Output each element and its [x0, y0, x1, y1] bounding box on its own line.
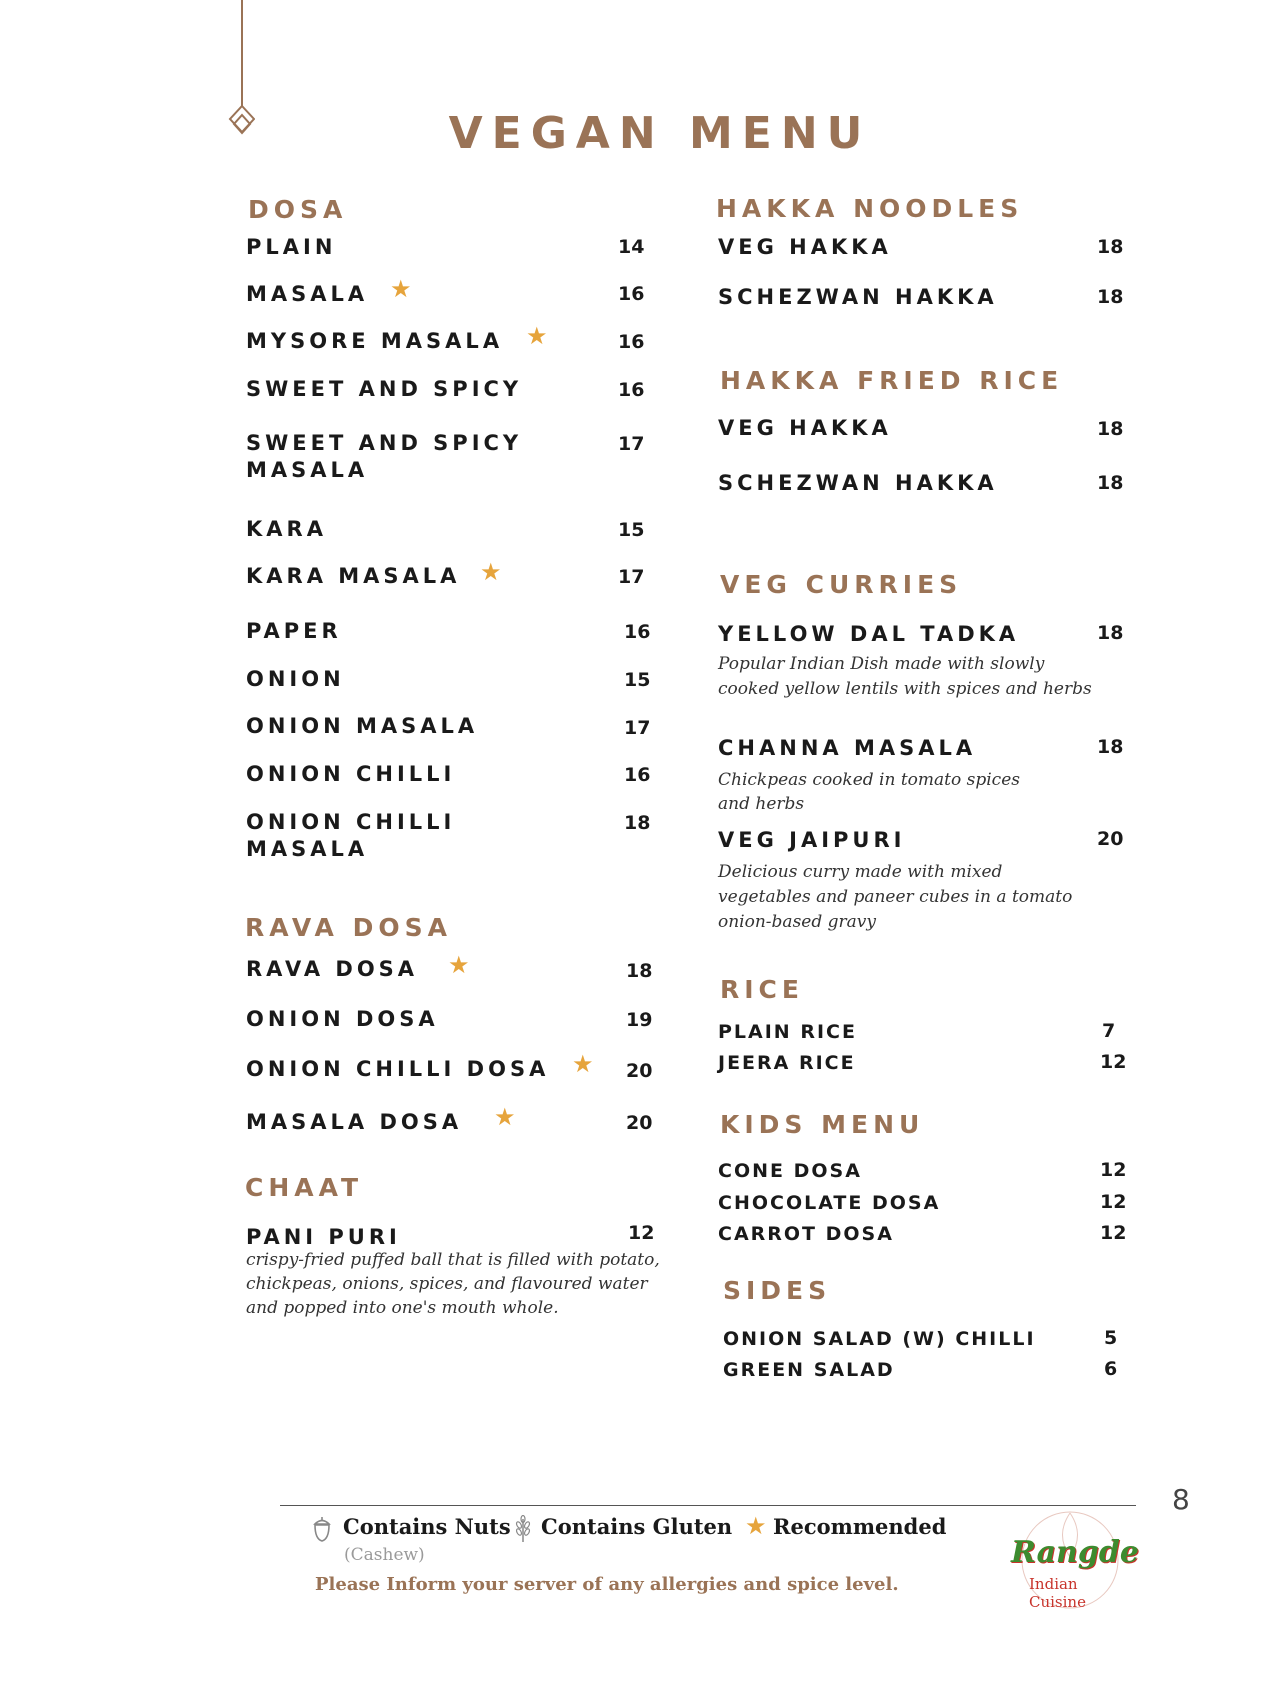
item-price: 19	[626, 1009, 653, 1031]
recommended-star-icon: ★	[494, 1103, 516, 1131]
item-price: 5	[1104, 1327, 1118, 1349]
item-name: PAPER	[246, 619, 342, 643]
section-heading-rava-dosa: RAVA DOSA	[245, 913, 452, 942]
item-description-line: Chickpeas cooked in tomato spices	[718, 770, 1020, 790]
legend-contains-nuts: Contains Nuts	[343, 1514, 511, 1539]
item-price: 12	[1100, 1051, 1127, 1073]
item-price: 20	[1097, 828, 1124, 850]
item-name: KARA	[246, 517, 327, 541]
item-price: 16	[618, 331, 645, 353]
item-name: SWEET AND SPICY	[246, 431, 523, 455]
item-name: VEG HAKKA	[718, 416, 892, 440]
recommended-star-icon: ★	[448, 951, 470, 979]
item-name: CARROT DOSA	[718, 1223, 894, 1245]
section-heading-chaat: CHAAT	[245, 1173, 364, 1202]
item-name: SWEET AND SPICY	[246, 377, 523, 401]
item-name: ONION	[246, 667, 345, 691]
recommended-star-icon: ★	[390, 275, 412, 303]
item-name: PANI PURI	[246, 1225, 401, 1249]
item-price: 12	[1100, 1191, 1127, 1213]
item-price: 20	[626, 1112, 653, 1134]
item-name: CHANNA MASALA	[718, 736, 977, 760]
item-price: 6	[1104, 1358, 1118, 1380]
item-name: ONION SALAD (W) CHILLI	[723, 1328, 1036, 1350]
item-name: MASALA	[246, 282, 369, 306]
item-price: 20	[626, 1060, 653, 1082]
item-price: 12	[628, 1222, 655, 1244]
item-price: 16	[618, 283, 645, 305]
nut-icon	[311, 1515, 333, 1543]
recommended-star-icon: ★	[572, 1050, 594, 1078]
item-name-line2: MASALA	[246, 837, 369, 861]
section-heading-dosa: DOSA	[248, 195, 348, 224]
item-name: ONION MASALA	[246, 714, 479, 738]
item-price: 18	[1097, 418, 1124, 440]
item-name: KARA MASALA	[246, 564, 461, 588]
item-description-line: onion-based gravy	[718, 912, 876, 932]
item-name: VEG HAKKA	[718, 235, 892, 259]
section-heading-hakka-fried-rice: HAKKA FRIED RICE	[720, 366, 1064, 395]
item-name: RAVA DOSA	[246, 957, 419, 981]
item-price: 12	[1100, 1222, 1127, 1244]
item-price: 18	[1097, 236, 1124, 258]
item-name: ONION DOSA	[246, 1007, 439, 1031]
item-name: JEERA RICE	[718, 1052, 856, 1074]
item-name: CHOCOLATE DOSA	[718, 1192, 941, 1214]
page-number: 8	[1172, 1483, 1190, 1516]
item-price: 18	[1097, 622, 1124, 644]
item-price: 14	[618, 236, 645, 258]
item-description-line: chickpeas, onions, spices, and flavoured water	[246, 1274, 648, 1294]
item-description-line: crispy-fried puffed ball that is filled with potato,	[246, 1250, 660, 1270]
item-name: MASALA DOSA	[246, 1110, 463, 1134]
item-price: 18	[1097, 286, 1124, 308]
item-price: 16	[618, 379, 645, 401]
item-price: 16	[624, 764, 651, 786]
item-price: 18	[626, 960, 653, 982]
section-heading-hakka-noodles: HAKKA NOODLES	[716, 194, 1024, 223]
item-price: 18	[1097, 736, 1124, 758]
item-description-line: and popped into one's mouth whole.	[246, 1298, 559, 1318]
recommended-star-icon: ★	[526, 322, 548, 350]
logo-tagline: Indian Cuisine	[1029, 1575, 1086, 1611]
legend-nuts-note: (Cashew)	[344, 1545, 425, 1565]
item-description-line: cooked yellow lentils with spices and herbs	[718, 679, 1092, 699]
recommended-star-icon: ★	[745, 1512, 767, 1540]
item-name: MYSORE MASALA	[246, 329, 504, 353]
item-name: SCHEZWAN HAKKA	[718, 285, 998, 309]
item-price: 17	[618, 433, 645, 455]
item-description-line: and herbs	[718, 794, 805, 814]
item-price: 7	[1102, 1020, 1116, 1042]
item-description-line: vegetables and paneer cubes in a tomato	[718, 887, 1073, 907]
item-description-line: Delicious curry made with mixed	[718, 862, 1003, 882]
legend-recommended: Recommended	[773, 1514, 947, 1539]
legend-contains-gluten: Contains Gluten	[541, 1514, 733, 1539]
item-name: VEG JAIPURI	[718, 828, 906, 852]
recommended-star-icon: ★	[480, 558, 502, 586]
section-heading-kids-menu: KIDS MENU	[720, 1110, 925, 1139]
item-price: 17	[618, 566, 645, 588]
item-name: CONE DOSA	[718, 1160, 862, 1182]
item-name: ONION CHILLI	[246, 810, 456, 834]
item-name: PLAIN	[246, 235, 337, 259]
item-name: ONION CHILLI	[246, 762, 456, 786]
section-heading-rice: RICE	[720, 975, 804, 1004]
item-name: YELLOW DAL TADKA	[718, 622, 1020, 646]
item-name: GREEN SALAD	[723, 1359, 895, 1381]
item-description-line: Popular Indian Dish made with slowly	[718, 654, 1045, 674]
logo-name: Rangde	[1011, 1535, 1139, 1570]
wheat-icon	[513, 1515, 533, 1543]
item-price: 15	[618, 519, 645, 541]
restaurant-logo	[1005, 1505, 1139, 1615]
item-price: 12	[1100, 1159, 1127, 1181]
item-name-line2: MASALA	[246, 458, 369, 482]
item-name: PLAIN RICE	[718, 1021, 857, 1043]
item-name: SCHEZWAN HAKKA	[718, 471, 998, 495]
item-price: 17	[624, 717, 651, 739]
item-price: 18	[1097, 472, 1124, 494]
section-heading-sides: SIDES	[723, 1276, 832, 1305]
item-price: 15	[624, 669, 651, 691]
page-title: VEGAN MENU	[448, 108, 872, 159]
section-heading-veg-curries: VEG CURRIES	[720, 570, 963, 599]
item-price: 16	[624, 621, 651, 643]
item-name: ONION CHILLI DOSA	[246, 1057, 550, 1081]
item-price: 18	[624, 812, 651, 834]
allergy-warning: Please Inform your server of any allergies and spice level.	[315, 1574, 899, 1595]
